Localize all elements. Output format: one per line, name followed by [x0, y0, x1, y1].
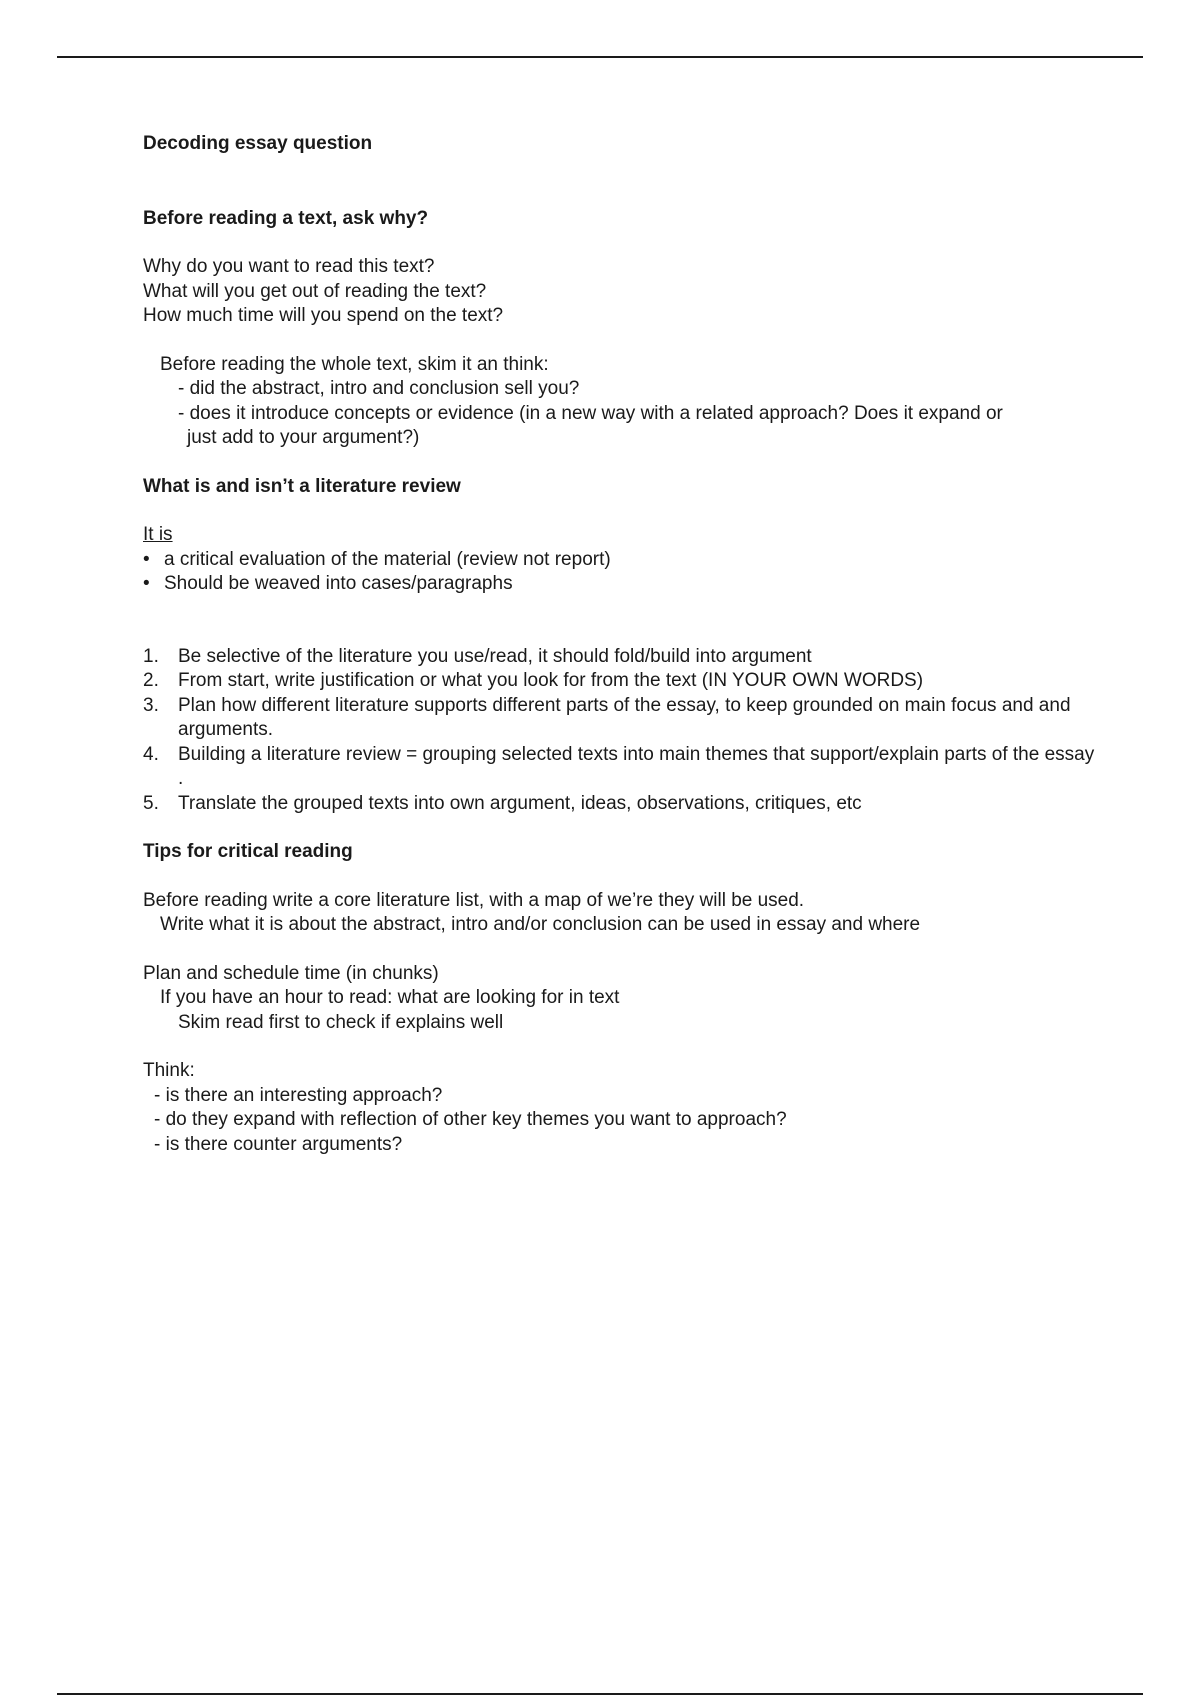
item-text: Building a literature review = grouping selected texts into main themes that support/explain parts of the essay .: [178, 743, 1095, 789]
section-heading-before-reading: Before reading a text, ask why?: [143, 207, 429, 229]
list-item-text: Should be weaved into cases/paragraphs: [164, 573, 513, 594]
core-list-subtext: Write what it is about the abstract, intro and/or conclusion can be used in essay and where: [160, 914, 921, 935]
skim-point-continued: just add to your argument?): [187, 427, 420, 448]
item-number: 3.: [143, 694, 159, 716]
numbered-item: [143, 669, 1103, 694]
skim-point: - does it introduce concepts or evidence (in a new way with a related approach? Does it expand or: [178, 402, 1003, 424]
list-item-text: a critical evaluation of the material (review not report): [164, 548, 611, 570]
question-line: How much time will you spend on the text?: [143, 305, 504, 326]
item-number: 5.: [143, 792, 159, 814]
think-item: - is there counter arguments?: [154, 1133, 403, 1155]
bottom-rule: [57, 1693, 1143, 1695]
item-text: Plan how different literature supports different parts of the essay, to keep grounded on main focus and and arguments.: [178, 694, 1071, 740]
question-line: What will you get out of reading the text?: [143, 280, 487, 302]
numbered-item: [143, 645, 1103, 670]
item-number: 4.: [143, 743, 159, 765]
skim-intro: Before reading the whole text, skim it an think:: [160, 353, 549, 375]
skim-point: - did the abstract, intro and conclusion sell you?: [178, 378, 580, 399]
plan-subtext: If you have an hour to read: what are looking for in text: [160, 987, 620, 1008]
document-title: Decoding essay question: [143, 133, 373, 154]
bullet-icon: •: [143, 548, 150, 570]
plan-subtext-nested: Skim read first to check if explains well: [178, 1011, 504, 1033]
item-text: Translate the grouped texts into own argument, ideas, observations, critiques, etc: [178, 792, 862, 814]
bullet-icon: •: [143, 573, 150, 594]
core-list-text: Before reading write a core literature list, with a map of we’re they will be used.: [143, 889, 805, 911]
question-line: Why do you want to read this text?: [143, 256, 435, 277]
numbered-item: [143, 694, 1103, 743]
think-item: - do they expand with reflection of other key themes you want to approach?: [154, 1109, 787, 1130]
document-body: [143, 132, 1103, 1157]
it-is-list: [143, 548, 1103, 597]
think-label: Think:: [143, 1060, 195, 1081]
numbered-item: [143, 792, 1103, 817]
it-is-label: [143, 523, 1103, 548]
section-heading-literature-review: What is and isn’t a literature review: [143, 475, 461, 497]
plan-text: Plan and schedule time (in chunks): [143, 962, 439, 984]
list-item: [143, 548, 1103, 573]
think-item: - is there an interesting approach?: [154, 1084, 443, 1106]
it-is-text: It is: [143, 524, 173, 545]
item-text: Be selective of the literature you use/read, it should fold/build into argument: [178, 645, 812, 667]
item-number: 1.: [143, 645, 159, 667]
numbered-item: [143, 743, 1103, 792]
numbered-steps: [143, 645, 1103, 817]
item-text: From start, write justification or what you look for from the text (IN YOUR OWN WORDS): [178, 670, 924, 691]
list-item: [143, 572, 1103, 597]
item-number: 2.: [143, 670, 159, 691]
section-heading-critical-reading: Tips for critical reading: [143, 841, 353, 862]
top-rule: [57, 56, 1143, 58]
